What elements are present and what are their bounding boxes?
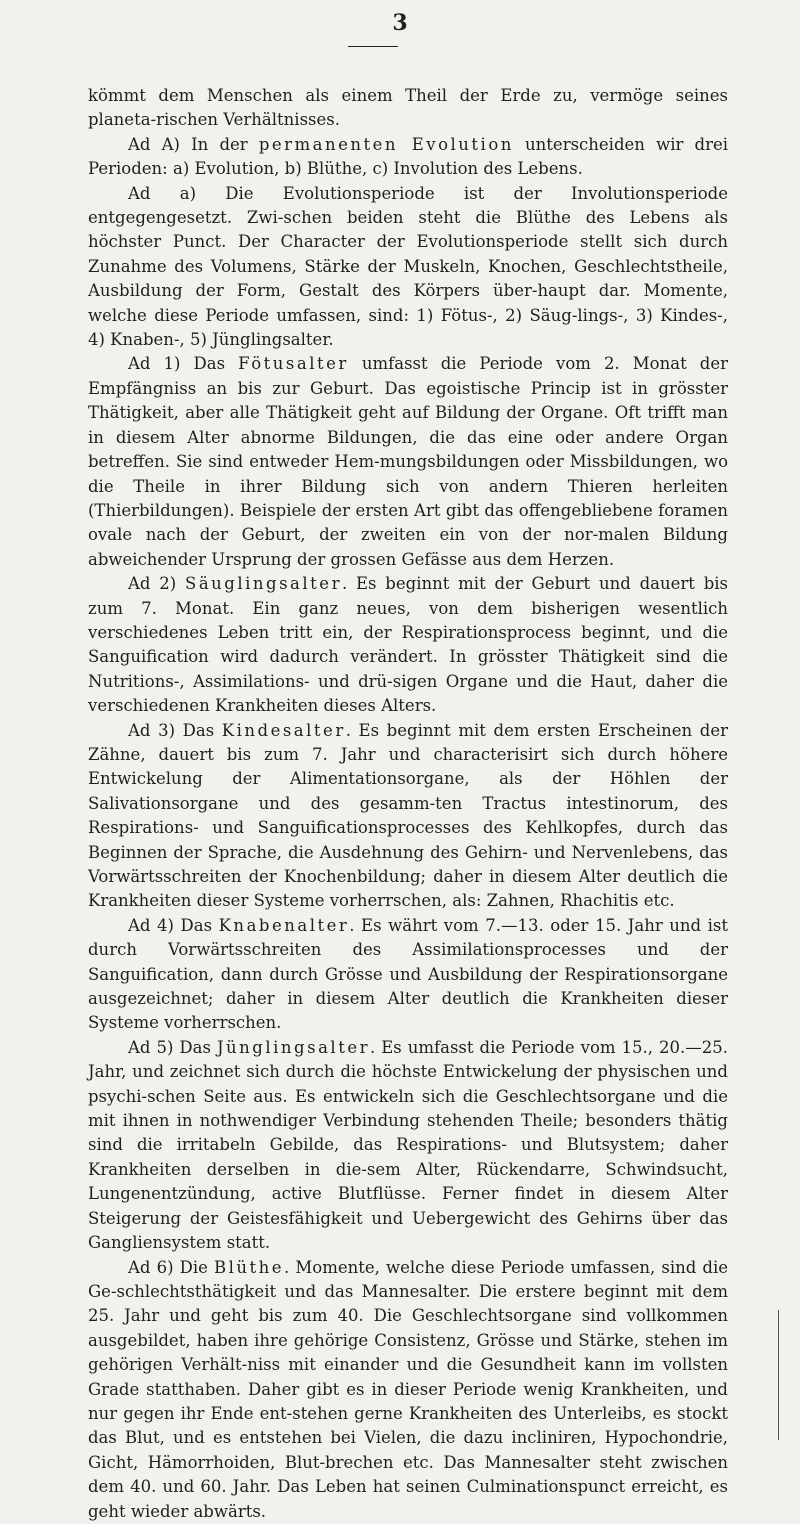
body-text [88,84,728,1524]
paragraph-evolution-period: Ad a) Die Evolutionsperiode ist der Involutionsperiode entgegengesetzt. Zwi-schen beiden steht die Blüthe des Lebens als höchster Punct. Der Character der Evolutionsperiode stellt sich durch Zunahme des Volumens, Stärke der Muskeln, Knochen, Geschlechtstheile, Ausbildung der Form, Gestalt des Körpers über-haupt dar. Momente, welche diese Periode umfassen, sind: 1) Fötus-, 2) Säug-lings-, 3) Kindes-, 4) Knaben-, 5) Jünglingsalter. [88,183,728,350]
spaced-term: Jünglingsalter [216,1037,370,1057]
page-number: 3 [392,10,408,36]
scan-margin-line [778,1310,779,1440]
spaced-term: Blüthe [213,1257,285,1277]
spaced-term: Kindesalter [221,720,346,740]
paragraph-continuation: kömmt dem Menschen als einem Theil der Erde zu, vermöge seines planeta-rischen Verhältnisses. [88,86,728,130]
paragraph-infant-age: Ad 2) Säuglingsalter. Es beginnt mit der Geburt und dauert bis zum 7. Monat. Ein ganz neues, von dem bisherigen wesentlich verschiedenes Leben tritt ein, der Respirationsprocess beginnt, und die Sanguification wird dadurch verändert. In grösster Thätigkeit sind die Nutritions-, Assimilations- und drü-sigen Organe und die Haut, daher die verschiedenen Krankheiten dieses Alters. [88,574,728,716]
spaced-term: Säuglingsalter [185,574,342,594]
paragraph-permanent-evolution: Ad A) In der permanenten Evolution unterscheiden wir drei Perioden: a) Evolution, b) Blüthe, c) Involution des Lebens. [88,134,729,179]
paragraph-youth-age: Ad 5) Das Jünglingsalter. Es umfasst die Periode vom 15., 20.—25. Jahr, und zeichnet sich durch die höchste Entwickelung der physischen und psychi-schen Seite aus. Es entwickeln sich die Geschlechtsorgane und die mit ihnen in nothwendiger Verbindung stehenden Theile; besonders thätig sind die irritabeln Gebilde, das Respirations- und Blutsystem; daher Krankheiten derselben in die-sem Alter, Rückendarre, Schwindsucht, Lungenentzündung, active Blutflüsse. Ferner findet in diesem Alter Steigerung der Geistesfähigkeit und Uebergewicht des Gehirns über das Gangliensystem statt. [88,1037,728,1253]
header-rule [348,46,398,47]
paragraph-bloom: Ad 6) Die Blüthe. Momente, welche diese Periode umfassen, sind die Ge-schlechtsthätigkeit und das Mannesalter. Die erstere beginnt mit dem 25. Jahr und geht bis zum 40. Die Geschlechtsorgane sind vollkommen ausgebildet, haben ihre gehörige Consistenz, Grösse und Stärke, stehen im gehörigen Verhält-niss mit einander und die Gesundheit kann im vollsten Grade statthaben. Daher gibt es in dieser Periode wenig Krankheiten, und nur gegen ihr Ende ent-stehen gerne Krankheiten des Unterleibs, es stockt das Blut, und es entstehen bei Vielen, die dazu incliniren, Hypochondrie, Gicht, Hämorrhoiden, Blut-brechen etc. Das Mannesalter steht zwischen dem 40. und 60. Jahr. Das Leben hat seinen Culminationspunct erreicht, es geht wieder abwärts. [88,1257,728,1521]
spaced-term: Knabenalter [218,915,350,935]
spaced-term: permanenten Evolution [258,134,514,154]
paragraph-child-age: Ad 3) Das Kindesalter. Es beginnt mit dem ersten Erscheinen der Zähne, dauert bis zum 7. Jahr und characterisirt sich durch höhere Entwickelung der Alimentationsorgane, als der Höhlen der Salivationsorgane und des gesamm-ten Tractus intestinorum, des Respirations- und Sanguificationsprocesses des Kehlkopfes, durch das Beginnen der Sprache, die Ausdehnung des Gehirn- und Nervenlebens, das Vorwärtsschreiten der Knochenbildung; daher in diesem Alter deutlich die Krankheiten dieser Systeme vorherrschen, als: Zahnen, Rhachitis etc. [88,720,728,911]
paragraph-foetal-age: Ad 1) Das Fötusalter umfasst die Periode vom 2. Monat der Empfängniss an bis zur Geburt. Das egoistische Princip ist in grösster Thätigkeit, aber alle Thätigkeit geht auf Bildung der Organe. Oft trifft man in diesem Alter abnorme Bildungen, die das eine oder andere Organ betreffen. Sie sind entweder Hem-mungsbildungen oder Missbildungen, wo die Theile in ihrer Bildung sich von andern Thieren herleiten (Thierbildungen). Beispiele der ersten Art gibt das offengebliebene foramen ovale nach der Geburt, der zweiten ein von der nor-malen Bildung abweichender Ursprung der grossen Gefässe aus dem Herzen. [88,354,729,569]
paragraph-boy-age: Ad 4) Das Knabenalter. Es währt vom 7.—13. oder 15. Jahr und ist durch Vorwärtsschreiten des Assimilationsprocesses und der Sanguification, dann durch Grösse und Ausbildung der Respirationsorgane ausgezeichnet; daher in diesem Alter deutlich die Krankheiten dieser Systeme vorherrschen. [88,915,729,1033]
spaced-term: Fötusalter [238,354,349,374]
